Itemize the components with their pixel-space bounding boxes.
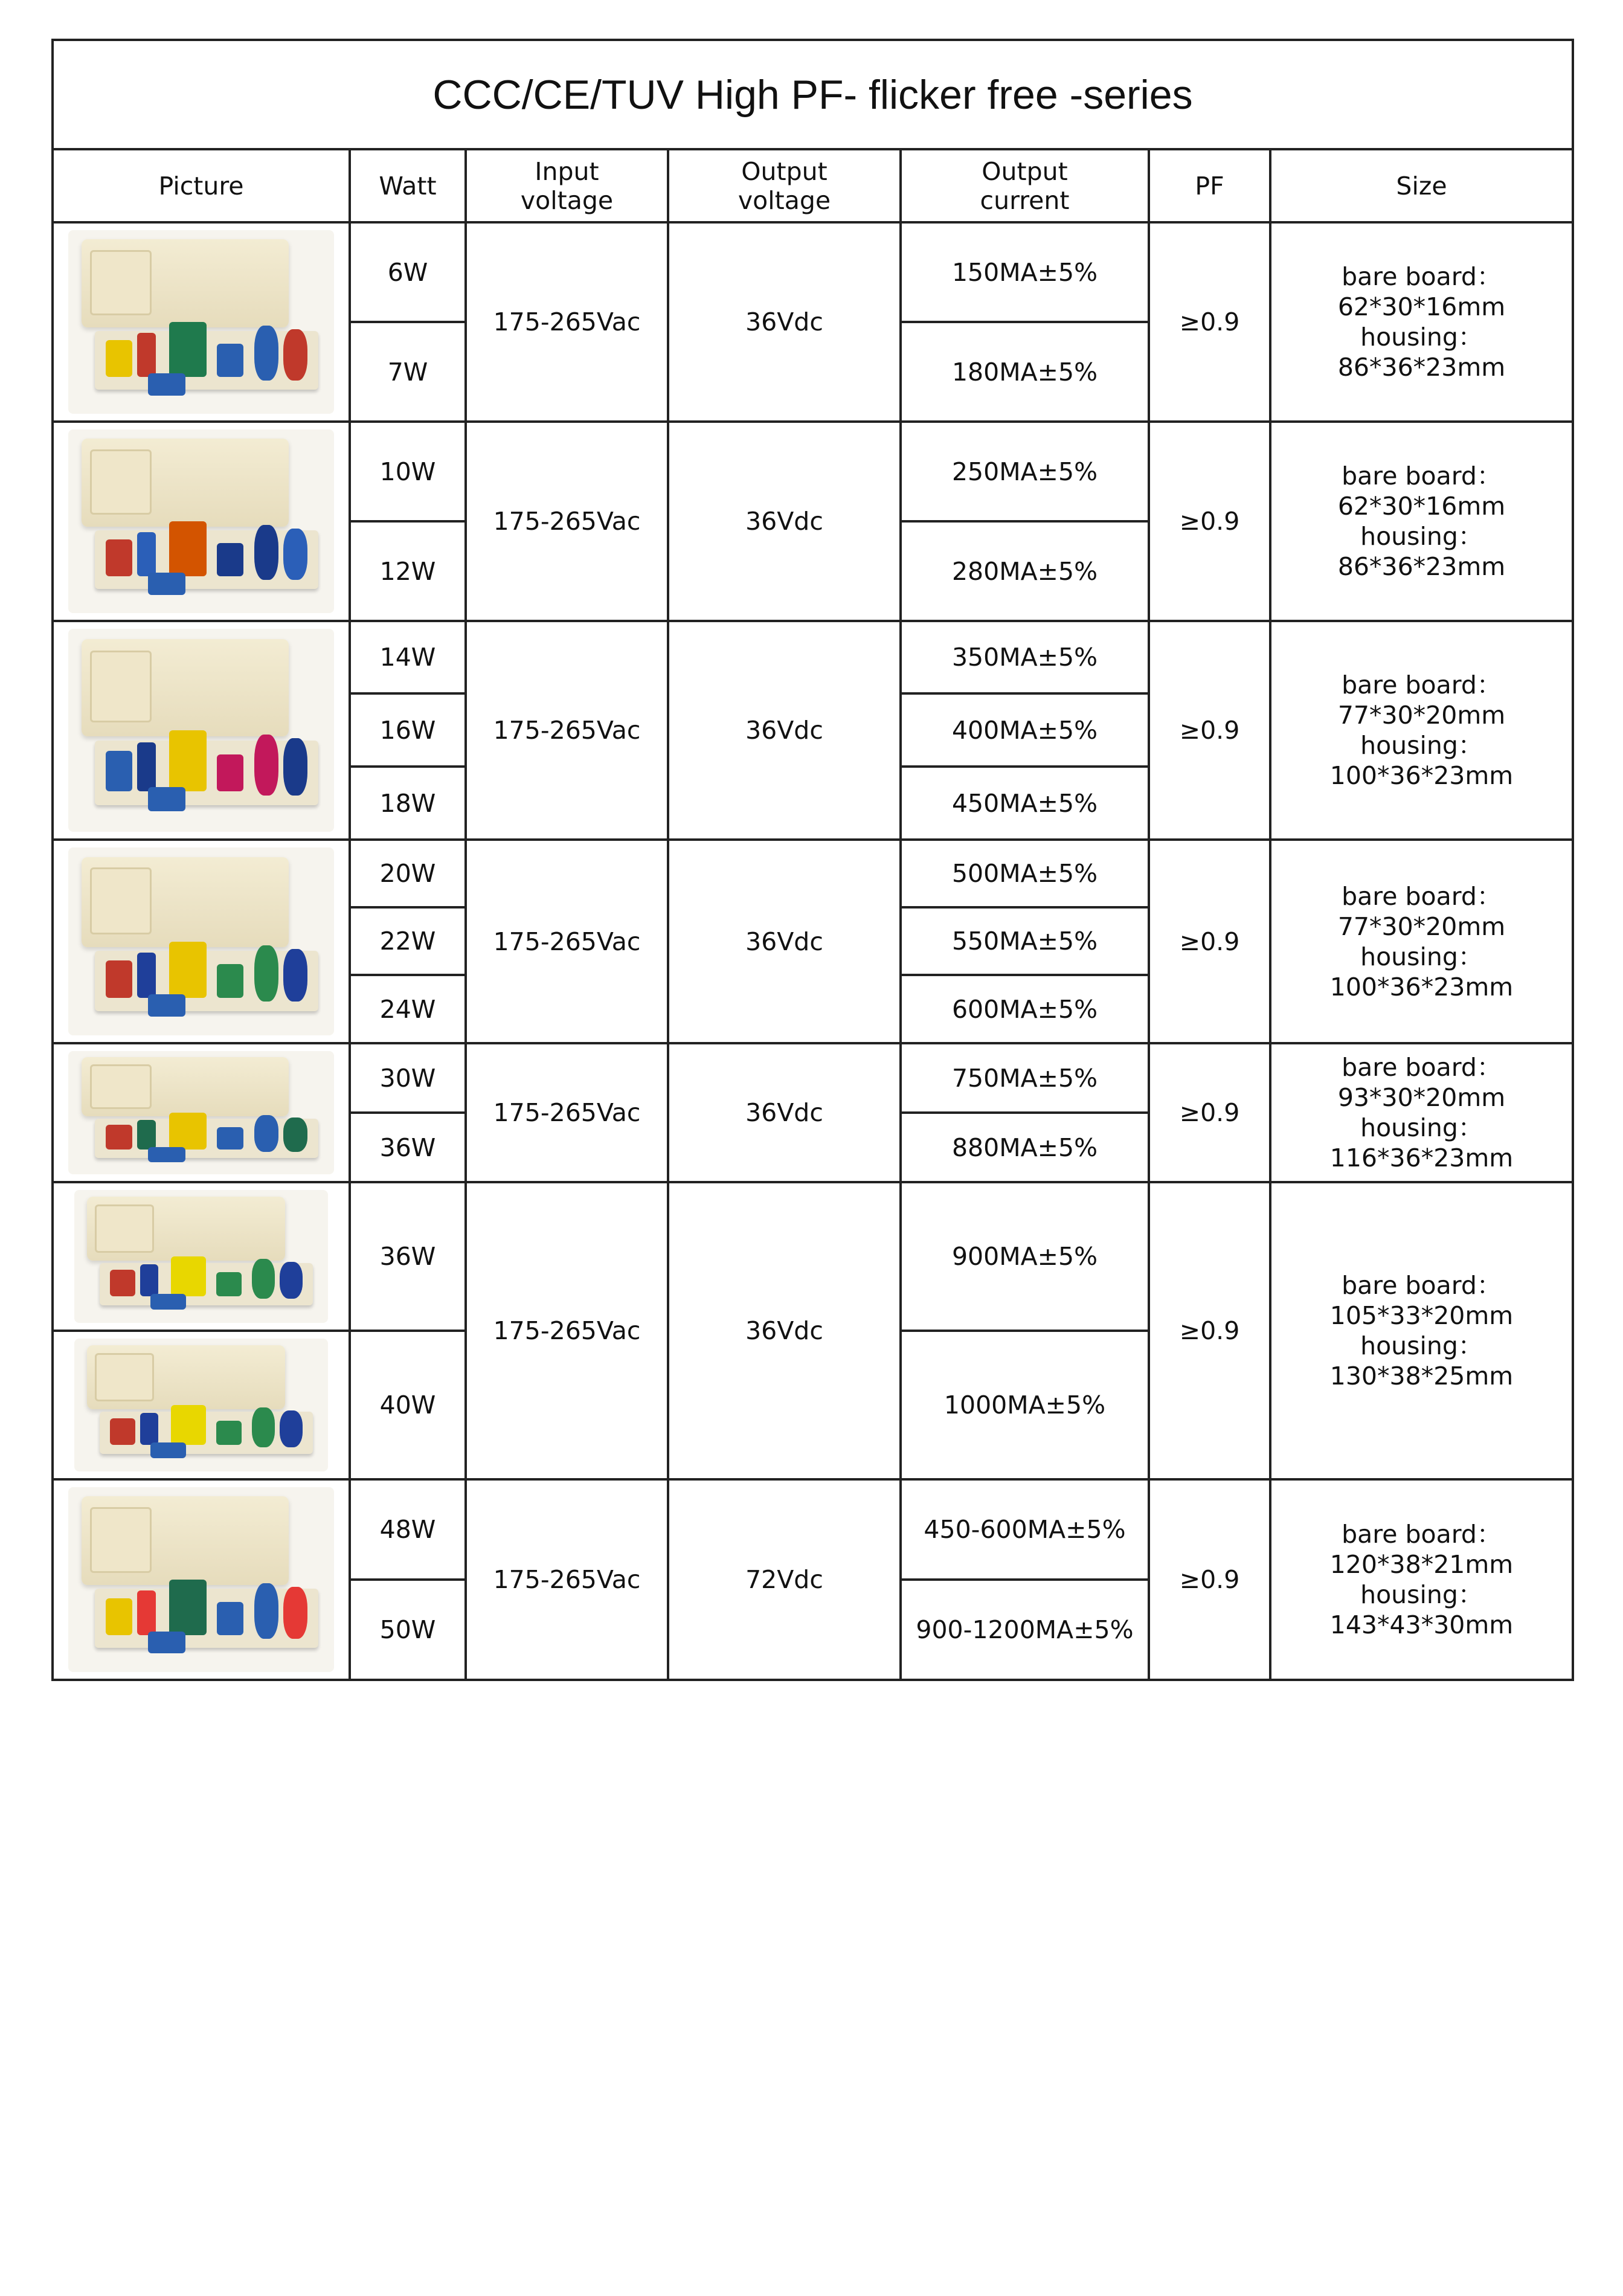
size-line: 120*38*21mm bbox=[1329, 1550, 1514, 1579]
input-voltage-cell: 175-265Vac bbox=[466, 422, 668, 621]
picture-cell bbox=[53, 1043, 350, 1182]
size-line: 116*36*23mm bbox=[1329, 1143, 1514, 1172]
pf-cell: ≥0.9 bbox=[1149, 422, 1270, 621]
output-voltage-cell: 36Vdc bbox=[668, 621, 901, 840]
size-line: bare board： bbox=[1342, 670, 1502, 699]
picture-cell bbox=[53, 1331, 350, 1479]
size-line: 130*38*25mm bbox=[1329, 1362, 1514, 1391]
size-line: housing： bbox=[1360, 323, 1483, 352]
size-line: 77*30*20mm bbox=[1337, 701, 1506, 730]
size-line: 86*36*23mm bbox=[1337, 552, 1506, 581]
output-current-cell: 400MA±5% bbox=[901, 693, 1149, 767]
size-line: bare board： bbox=[1342, 1520, 1502, 1549]
led-driver-photo bbox=[74, 1190, 328, 1323]
size-cell bbox=[1270, 1479, 1573, 1680]
header-size: Size bbox=[1270, 149, 1573, 222]
led-driver-photo bbox=[68, 1487, 334, 1672]
output-voltage-cell: 36Vdc bbox=[668, 422, 901, 621]
output-current-cell: 1000MA±5% bbox=[901, 1331, 1149, 1479]
input-voltage-cell: 175-265Vac bbox=[466, 840, 668, 1043]
watt-cell: 50W bbox=[350, 1580, 466, 1680]
output-current-cell: 550MA±5% bbox=[901, 907, 1149, 975]
header-input-voltage: Input voltage bbox=[466, 149, 668, 222]
watt-cell: 36W bbox=[350, 1113, 466, 1182]
led-driver-photo bbox=[68, 429, 334, 613]
output-current-cell: 350MA±5% bbox=[901, 621, 1149, 693]
input-voltage-cell: 175-265Vac bbox=[466, 1182, 668, 1479]
input-voltage-cell: 175-265Vac bbox=[466, 1043, 668, 1182]
output-voltage-cell: 36Vdc bbox=[668, 1182, 901, 1479]
header-picture: Picture bbox=[53, 149, 350, 222]
watt-cell: 30W bbox=[350, 1043, 466, 1113]
size-line: housing： bbox=[1360, 1331, 1483, 1360]
table-row bbox=[53, 1182, 1573, 1331]
spec-table bbox=[51, 39, 1574, 1681]
size-cell bbox=[1270, 422, 1573, 621]
table-row bbox=[53, 1479, 1573, 1580]
watt-cell: 22W bbox=[350, 907, 466, 975]
output-voltage-cell: 72Vdc bbox=[668, 1479, 901, 1680]
size-line: bare board： bbox=[1342, 881, 1502, 911]
led-driver-photo bbox=[68, 230, 334, 414]
table-row bbox=[53, 621, 1573, 693]
size-line: 86*36*23mm bbox=[1337, 353, 1506, 382]
output-current-cell: 500MA±5% bbox=[901, 840, 1149, 907]
watt-cell: 24W bbox=[350, 975, 466, 1043]
output-current-cell: 900MA±5% bbox=[901, 1182, 1149, 1331]
pf-cell: ≥0.9 bbox=[1149, 840, 1270, 1043]
input-voltage-cell: 175-265Vac bbox=[466, 621, 668, 840]
watt-cell: 18W bbox=[350, 767, 466, 840]
pf-cell: ≥0.9 bbox=[1149, 222, 1270, 422]
size-line: 93*30*20mm bbox=[1337, 1083, 1506, 1112]
size-cell bbox=[1270, 1043, 1573, 1182]
table-row bbox=[53, 1043, 1573, 1113]
output-current-cell: 900-1200MA±5% bbox=[901, 1580, 1149, 1680]
size-line: housing： bbox=[1360, 1113, 1483, 1142]
led-driver-photo bbox=[74, 1339, 328, 1471]
table-row bbox=[53, 840, 1573, 907]
picture-cell bbox=[53, 422, 350, 621]
input-voltage-cell: 175-265Vac bbox=[466, 1479, 668, 1680]
size-line: housing： bbox=[1360, 731, 1483, 760]
table-row bbox=[53, 422, 1573, 521]
size-cell bbox=[1270, 1182, 1573, 1479]
header-watt: Watt bbox=[350, 149, 466, 222]
size-line: 105*33*20mm bbox=[1329, 1301, 1514, 1330]
output-voltage-cell: 36Vdc bbox=[668, 1043, 901, 1182]
pf-cell: ≥0.9 bbox=[1149, 621, 1270, 840]
header-row bbox=[53, 149, 1573, 222]
size-line: housing： bbox=[1360, 942, 1483, 971]
pf-cell: ≥0.9 bbox=[1149, 1479, 1270, 1680]
output-current-cell: 180MA±5% bbox=[901, 322, 1149, 422]
watt-cell: 20W bbox=[350, 840, 466, 907]
pf-cell: ≥0.9 bbox=[1149, 1043, 1270, 1182]
size-line: 77*30*20mm bbox=[1337, 912, 1506, 941]
output-voltage-cell: 36Vdc bbox=[668, 222, 901, 422]
led-driver-photo bbox=[68, 1051, 334, 1174]
size-line: bare board： bbox=[1342, 1271, 1502, 1300]
size-line: 143*43*30mm bbox=[1329, 1610, 1514, 1639]
watt-cell: 7W bbox=[350, 322, 466, 422]
output-current-cell: 600MA±5% bbox=[901, 975, 1149, 1043]
watt-cell: 12W bbox=[350, 521, 466, 621]
picture-cell bbox=[53, 840, 350, 1043]
led-driver-photo bbox=[68, 629, 334, 832]
output-current-cell: 750MA±5% bbox=[901, 1043, 1149, 1113]
watt-cell: 40W bbox=[350, 1331, 466, 1479]
picture-cell bbox=[53, 1479, 350, 1680]
table-row bbox=[53, 222, 1573, 322]
header-output-voltage: Output voltage bbox=[668, 149, 901, 222]
size-line: 62*30*16mm bbox=[1337, 292, 1506, 321]
pf-cell: ≥0.9 bbox=[1149, 1182, 1270, 1479]
size-line: housing： bbox=[1360, 1580, 1483, 1609]
watt-cell: 48W bbox=[350, 1479, 466, 1580]
led-driver-photo bbox=[68, 847, 334, 1035]
size-cell bbox=[1270, 840, 1573, 1043]
output-current-cell: 880MA±5% bbox=[901, 1113, 1149, 1182]
size-line: 100*36*23mm bbox=[1329, 972, 1514, 1002]
output-current-cell: 450-600MA±5% bbox=[901, 1479, 1149, 1580]
size-line: 100*36*23mm bbox=[1329, 761, 1514, 790]
output-current-cell: 150MA±5% bbox=[901, 222, 1149, 322]
header-output-current: Output current bbox=[901, 149, 1149, 222]
size-line: 62*30*16mm bbox=[1337, 492, 1506, 521]
size-line: bare board： bbox=[1342, 1053, 1502, 1082]
output-current-cell: 280MA±5% bbox=[901, 521, 1149, 621]
header-pf: PF bbox=[1149, 149, 1270, 222]
size-cell bbox=[1270, 621, 1573, 840]
size-line: bare board： bbox=[1342, 262, 1502, 291]
output-current-cell: 250MA±5% bbox=[901, 422, 1149, 521]
output-voltage-cell: 36Vdc bbox=[668, 840, 901, 1043]
input-voltage-cell: 175-265Vac bbox=[466, 222, 668, 422]
picture-cell bbox=[53, 222, 350, 422]
size-line: bare board： bbox=[1342, 461, 1502, 490]
watt-cell: 16W bbox=[350, 693, 466, 767]
size-line: housing： bbox=[1360, 522, 1483, 551]
output-current-cell: 450MA±5% bbox=[901, 767, 1149, 840]
watt-cell: 14W bbox=[350, 621, 466, 693]
picture-cell bbox=[53, 621, 350, 840]
size-cell bbox=[1270, 222, 1573, 422]
watt-cell: 6W bbox=[350, 222, 466, 322]
page-title: CCC/CE/TUV High PF- flicker free -series bbox=[53, 40, 1573, 149]
watt-cell: 10W bbox=[350, 422, 466, 521]
picture-cell bbox=[53, 1182, 350, 1331]
watt-cell: 36W bbox=[350, 1182, 466, 1331]
